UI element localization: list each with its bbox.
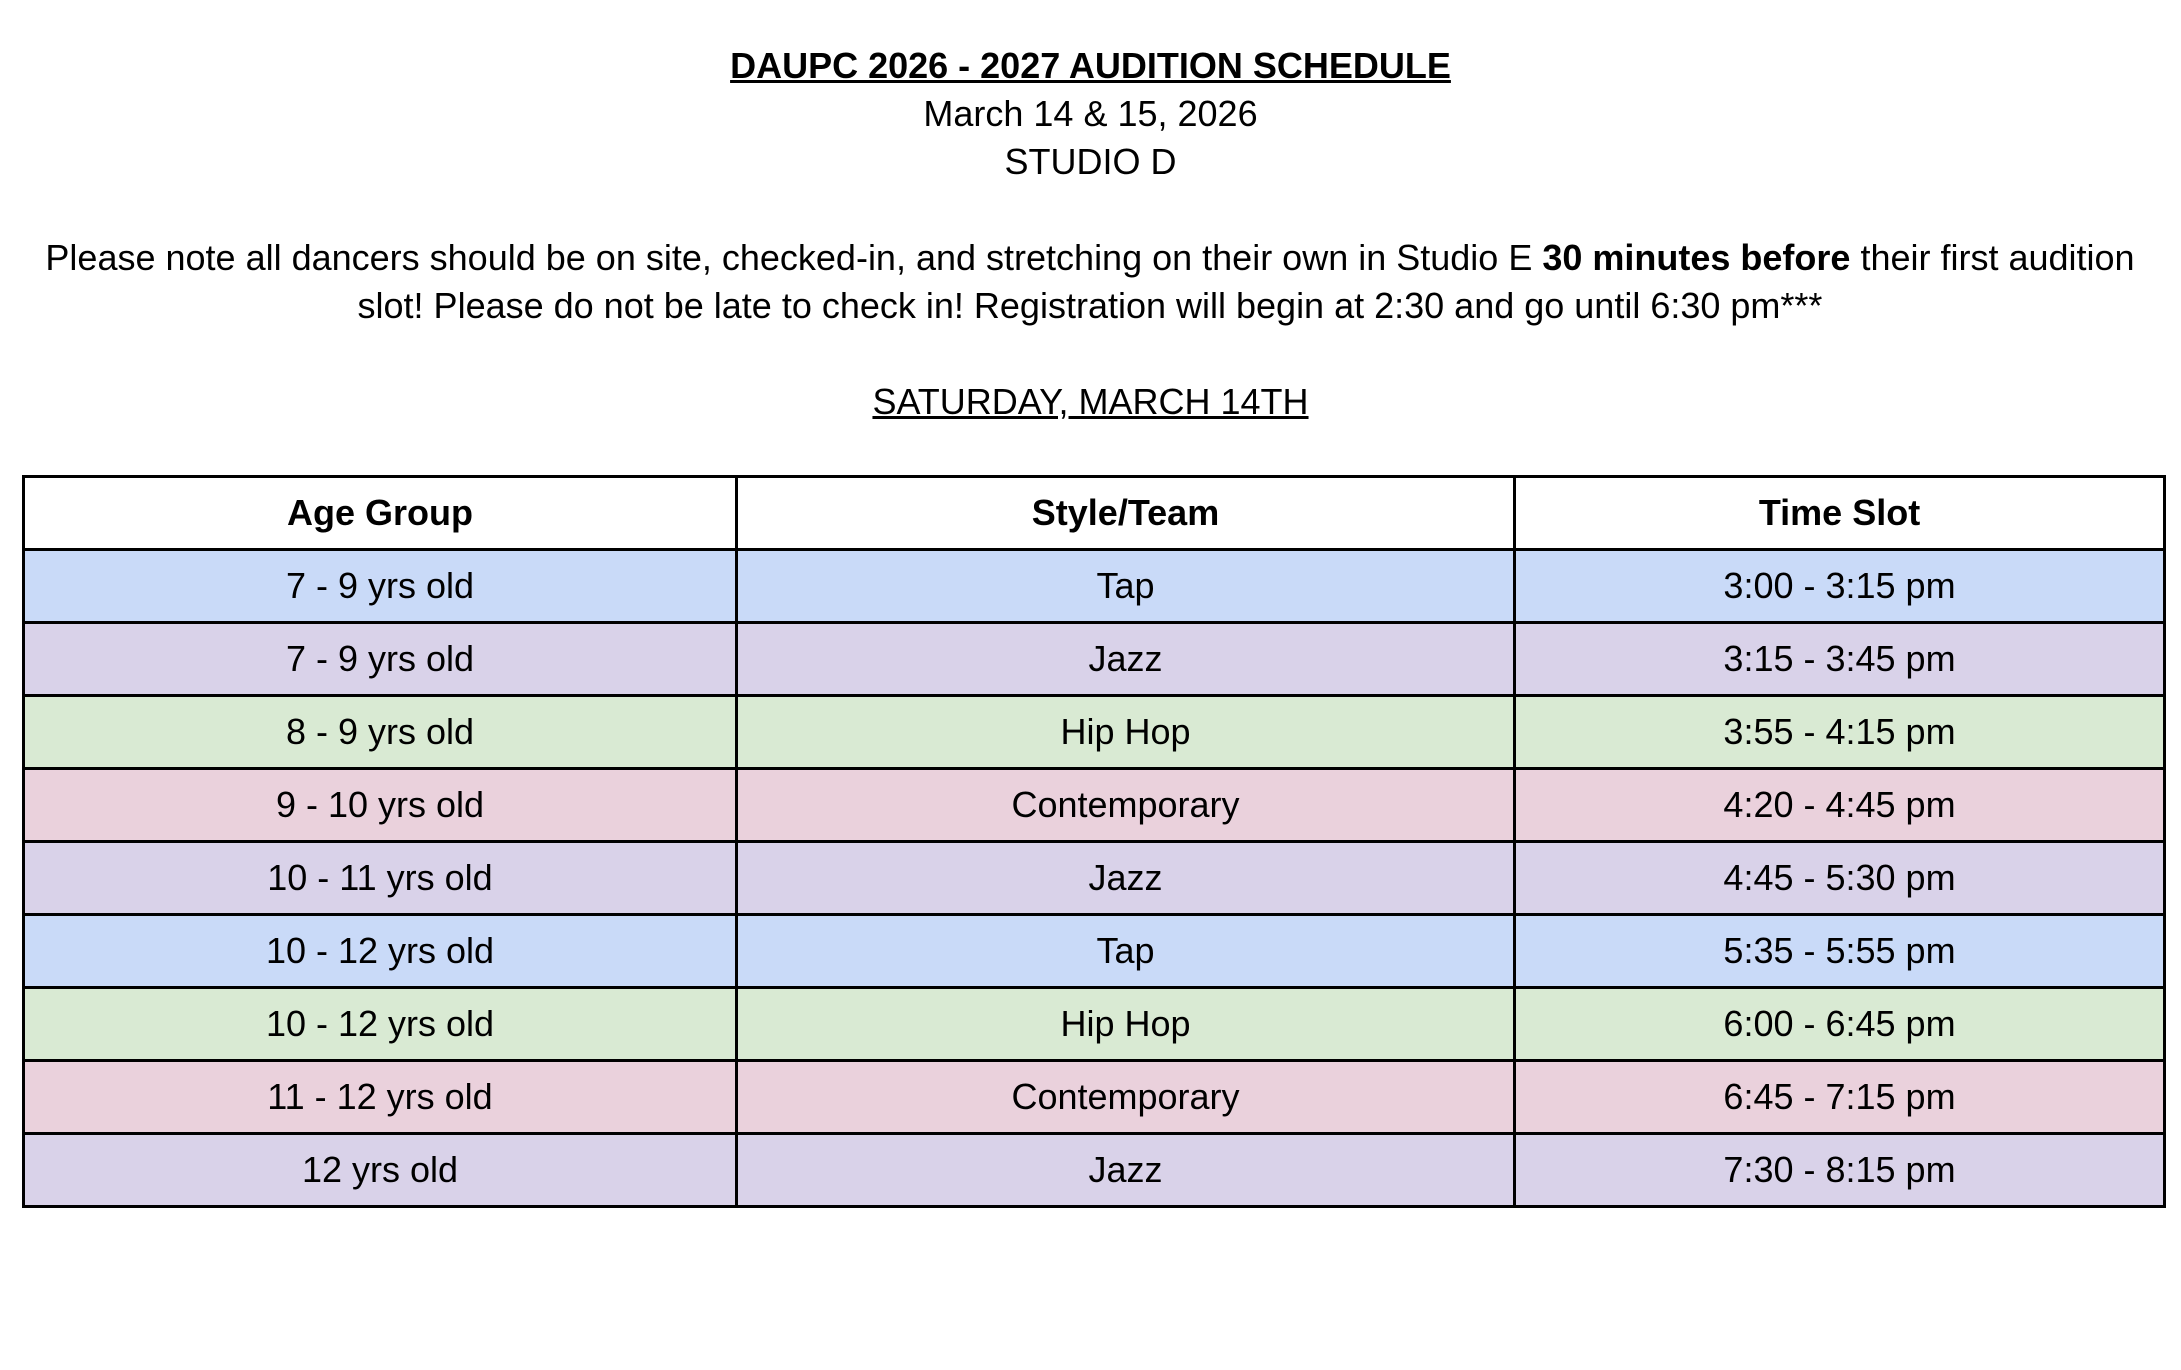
style-team-cell: Tap xyxy=(737,550,1515,623)
style-team-cell: Jazz xyxy=(737,1134,1515,1207)
time-slot-cell: 5:35 - 5:55 pm xyxy=(1515,915,2165,988)
document-title: DAUPC 2026 - 2027 AUDITION SCHEDULE xyxy=(730,45,1451,86)
header-age-group: Age Group xyxy=(24,477,737,550)
style-team-cell: Jazz xyxy=(737,842,1515,915)
style-team-cell: Tap xyxy=(737,915,1515,988)
age-group-cell: 9 - 10 yrs old xyxy=(24,769,737,842)
table-row xyxy=(24,696,2165,769)
header-style-team: Style/Team xyxy=(737,477,1515,550)
studio-location: STUDIO D xyxy=(1004,141,1177,182)
style-team-cell: Jazz xyxy=(737,623,1515,696)
table-row xyxy=(24,842,2165,915)
age-group-cell: 7 - 9 yrs old xyxy=(24,550,737,623)
table-row xyxy=(24,915,2165,988)
audition-schedule-table xyxy=(22,475,2166,1208)
table-row xyxy=(24,550,2165,623)
notice-text-before: Please note all dancers should be on site, checked-in, and stretching on their own in Studio E xyxy=(45,237,1543,278)
table-row xyxy=(24,1134,2165,1207)
day-heading: SATURDAY, MARCH 14TH xyxy=(872,381,1309,422)
table-header-row xyxy=(24,477,2165,550)
time-slot-cell: 6:45 - 7:15 pm xyxy=(1515,1061,2165,1134)
table-row xyxy=(24,623,2165,696)
document-header xyxy=(0,42,2181,186)
style-team-cell: Hip Hop xyxy=(737,696,1515,769)
audition-dates: March 14 & 15, 2026 xyxy=(923,93,1258,134)
age-group-cell: 10 - 12 yrs old xyxy=(24,988,737,1061)
header-time-slot: Time Slot xyxy=(1515,477,2165,550)
age-group-cell: 10 - 12 yrs old xyxy=(24,915,737,988)
table-row xyxy=(24,769,2165,842)
age-group-cell: 8 - 9 yrs old xyxy=(24,696,737,769)
notice-emphasis: 30 minutes before xyxy=(1542,237,1851,278)
style-team-cell: Contemporary xyxy=(737,769,1515,842)
style-team-cell: Contemporary xyxy=(737,1061,1515,1134)
table-row xyxy=(24,1061,2165,1134)
age-group-cell: 7 - 9 yrs old xyxy=(24,623,737,696)
time-slot-cell: 7:30 - 8:15 pm xyxy=(1515,1134,2165,1207)
time-slot-cell: 4:45 - 5:30 pm xyxy=(1515,842,2165,915)
age-group-cell: 12 yrs old xyxy=(24,1134,737,1207)
table-body xyxy=(24,550,2165,1207)
time-slot-cell: 3:00 - 3:15 pm xyxy=(1515,550,2165,623)
age-group-cell: 11 - 12 yrs old xyxy=(24,1061,737,1134)
time-slot-cell: 3:55 - 4:15 pm xyxy=(1515,696,2165,769)
time-slot-cell: 6:00 - 6:45 pm xyxy=(1515,988,2165,1061)
check-in-notice xyxy=(20,234,2160,330)
age-group-cell: 10 - 11 yrs old xyxy=(24,842,737,915)
time-slot-cell: 3:15 - 3:45 pm xyxy=(1515,623,2165,696)
style-team-cell: Hip Hop xyxy=(737,988,1515,1061)
table-row xyxy=(24,988,2165,1061)
time-slot-cell: 4:20 - 4:45 pm xyxy=(1515,769,2165,842)
notice-text-after: their first audition slot! Please do not be late to check in! Registration will begin at 2:30 and go until 6:30 pm*** xyxy=(357,237,2135,326)
